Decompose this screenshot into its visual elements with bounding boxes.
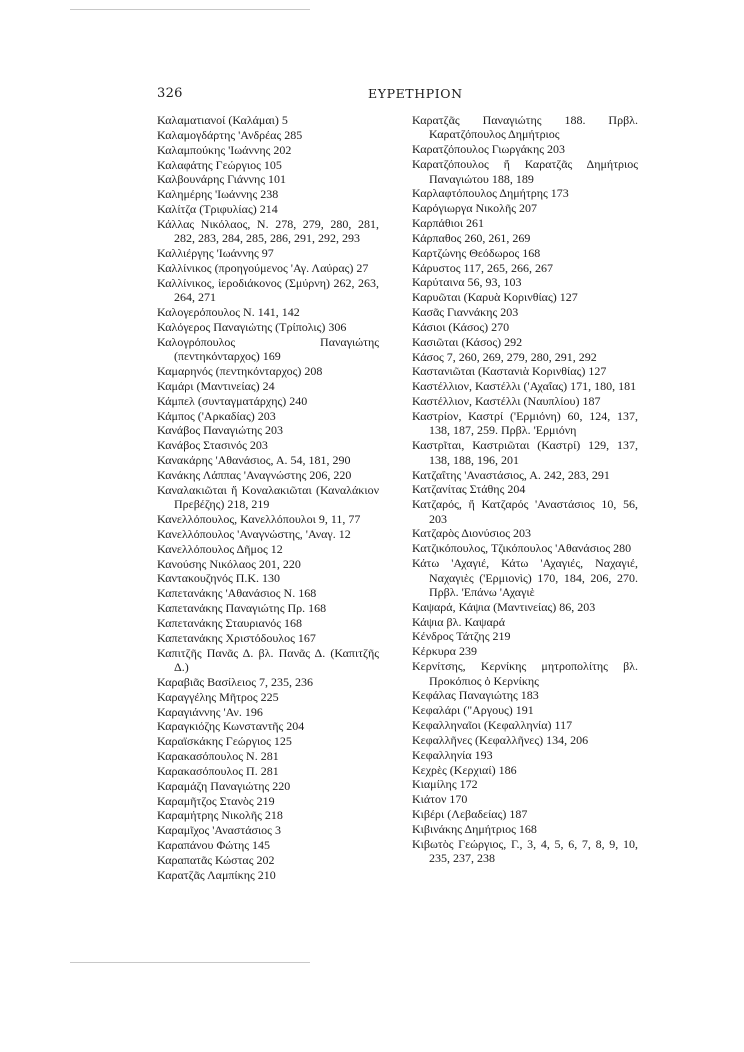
index-entry: Καρτζώνης Θεόδωρος 168 [412,245,541,260]
index-entry: Κάσος 7, 260, 269, 279, 280, 291, 292 [412,349,597,364]
index-entry: Κιβινάκης Δημήτριος 168 [412,822,537,836]
index-entry: Καρατζᾶς Παναγιώτης 188. Πρβλ. Καρατζόπουλος Δημήτριος [412,113,638,142]
index-entry: Κανούσης Νικόλαος 201, 220 [157,556,301,571]
index-entry: Κερνίτσης, Κερνίκης μητροπολίτης βλ. Προκόπιος ὁ Κερνίκης [412,659,638,688]
index-entry: Κάτω 'Αχαγιέ, Κάτω 'Αχαγιές, Ναχαγιέ, Ναχαγιὲς ('Ερμιονὶς) 170, 184, 206, 270. Πρβλ. 'Επάνω 'Αχαγιὲ [412,556,638,599]
scan-artifact-bottom [70,962,310,963]
index-entry: Καλαματιανοί (Καλάμαι) 5 [157,113,288,127]
index-entry: Καμάρι (Μαντινείας) 24 [157,378,275,393]
index-entry: Καλημέρης 'Ιωάννης 238 [157,187,279,202]
index-entry: Κατζικόπουλος, Τζικόπουλος 'Αθανάσιος 280 [412,541,632,556]
index-entry: Καπιτζῆς Πανᾶς Δ. βλ. Πανᾶς Δ. (Καπιτζῆς Δ.) [157,645,379,675]
index-entry: Κεχρὲς (Κερχιαί) 186 [412,762,517,777]
index-entry: Καρακασόπουλος Ν. 281 [157,749,279,764]
index-entry: Καραϊσκάκης Γεώργιος 125 [157,734,292,749]
index-entry: Κεφάλας Παναγιώτης 183 [412,688,539,703]
index-entry: Καραμῖχος 'Αναστάσιος 3 [157,823,281,838]
index-entry: Κιβέρι (Λεβαδείας) 187 [412,807,528,822]
index-entry: Κένδρος Τάτζης 219 [412,629,511,644]
index-entry: Καραπατᾶς Κώστας 202 [157,853,275,867]
index-entry: Καλαμογδάρτης 'Ανδρέας 285 [157,127,303,142]
index-entry: Κασᾶς Γιαννάκης 203 [412,305,519,320]
index-entry: Κανάβος Στασινός 203 [157,438,268,453]
index-entry: Καπετανάκης Χριστόδουλος 167 [157,630,316,645]
index-entry: Κανακάρης 'Αθανάσιος, Α. 54, 181, 290 [157,453,351,468]
index-entry: Καραβιᾶς Βασίλειος 7, 235, 236 [157,674,313,689]
index-entry: Κιάτον 170 [412,792,468,807]
index-entry: Κάψια βλ. Καψαρά [412,614,506,629]
index-entry: Κανελλόπουλος, Κανελλόπουλοι 9, 11, 77 [157,512,361,527]
index-entry: Κάρυστος 117, 265, 266, 267 [412,260,554,275]
index-entry: Κασιῶται (Κάσος) 292 [412,334,523,349]
index-entry: Κανελλόπουλος Δῆμος 12 [157,541,283,556]
index-column-left [157,113,379,883]
index-entry: Καστρῖται, Καστριῶται (Καστρί) 129, 137, 138, 188, 196, 201 [412,438,638,467]
index-entry: Καρατζόπουλος Γιωργάκης 203 [412,142,566,157]
index-entry: Κεφαλληνία 193 [412,747,493,762]
index-entry: Κατζαΐτης 'Αναστάσιος, Α. 242, 283, 291 [412,467,610,482]
index-entry: Κέρκυρα 239 [412,644,477,659]
index-entry: Καντακουζηνός Π.Κ. 130 [157,571,281,586]
index-entry: Καπετανάκης Παναγιώτης Πρ. 168 [157,601,327,616]
index-entry: Καλλίνικος, ἱεροδιάκονος (Σμύρνη) 262, 263, 264, 271 [157,275,379,305]
index-entry: Καλαφάτης Γεώργιος 105 [157,157,282,172]
index-entry: Κάλλας Νικόλαος, Ν. 278, 279, 280, 281, 282, 283, 284, 285, 286, 291, 292, 293 [157,216,379,246]
index-entry: Καραμάζη Παναγιώτης 220 [157,778,291,793]
scan-artifact-top [70,9,310,10]
index-entry: Καστέλλιον, Καστέλλι ('Αχαΐας) 171, 180, 181 [412,379,637,394]
index-entry: Κανάκης Λάππας 'Αναγνώστης 206, 220 [157,467,352,482]
index-entry: Καστανιῶται (Καστανιὰ Κορινθίας) 127 [412,364,607,379]
index-entry: Κάμπος ('Αρκαδίας) 203 [157,408,276,423]
index-entry: Καραγιάννης 'Αν. 196 [157,704,263,719]
index-entry: Καρακασόπουλος Π. 281 [157,763,279,778]
index-entry: Καραγκιόζης Κωνσταντῆς 204 [157,719,305,734]
index-entry: Καραμήτρης Νικολῆς 218 [157,808,283,823]
index-entry: Καψαρά, Κάψια (Μαντινείας) 86, 203 [412,599,596,614]
index-entry: Κάμπελ (συνταγματάρχης) 240 [157,393,308,408]
index-entry: Καλογερόπουλος Ν. 141, 142 [157,305,300,320]
index-entry: Καλλίνικος (προηγούμενος 'Αγ. Λαύρας) 27 [157,261,369,275]
page-number: 326 [157,86,183,101]
index-entry: Καρατζᾶς Λαμπίκης 210 [157,867,276,882]
index-entry: Καραγγέλης Μῆτρος 225 [157,689,279,704]
index-entry: Καρατζόπουλος ἤ Καρατζᾶς Δημήτριος Παναγιώτου 188, 189 [412,157,638,186]
index-entry: Καλλιέργης 'Ιωάννης 97 [157,246,274,261]
index-entry: Καστέλλιον, Καστέλλι (Ναυπλίου) 187 [412,394,601,409]
index-entry: Κανάβος Παναγιώτης 203 [157,423,284,438]
index-entry: Καρύταινα 56, 93, 103 [412,275,522,290]
index-entry: Κεφαλληναῖοι (Κεφαλληνία) 117 [412,718,573,733]
index-entry: Κάρπαθος 260, 261, 269 [412,230,531,245]
index-entry: Κανελλόπουλος 'Αναγνώστης, 'Αναγ. 12 [157,526,351,541]
index-entry: Καλαμπούκης 'Ιωάννης 202 [157,142,292,157]
index-entry: Κιαμίλης 172 [412,777,478,792]
index-entry: Καλογρόπουλος Παναγιώτης (πεντηκόνταρχος) 169 [157,334,379,364]
index-entry: Κατζανίτας Στάθης 204 [412,482,526,497]
index-entry: Καστρίον, Καστρί ('Ερμιόνη) 60, 124, 137, 138, 187, 259. Πρβλ. 'Ερμιόνη [412,409,638,438]
index-entry: Καραμῆτζος Στανὸς 219 [157,793,275,808]
index-entry: Καρπάθιοι 261 [412,216,485,231]
index-entry: Καρλαφτόπουλος Δημήτρης 173 [412,186,569,201]
index-entry: Καρυῶται (Καρυὰ Κορινθίας) 127 [412,290,578,305]
index-entry: Καρόγιωργα Νικολῆς 207 [412,201,538,216]
index-column-right [412,113,638,866]
index-entry: Κατζαρός, ἤ Κατζαρός 'Αναστάσιος 10, 56, 203 [412,497,638,526]
index-entry: Καλβουνάρης Γιάννης 101 [157,172,287,187]
index-entry: Κάσιοι (Κάσος) 270 [412,319,510,334]
index-entry: Κεφαλάρι ("Αργους) 191 [412,703,534,718]
index-entry: Καμαρηνός (πεντηκόνταρχος) 208 [157,364,323,379]
index-entry: Κιβωτὸς Γεώργιος, Γ., 3, 4, 5, 6, 7, 8, 9, 10, 235, 237, 238 [412,836,638,866]
index-entry: Καναλακιῶται ἤ Κοναλακιῶται (Καναλάκιον Πρεβέζης) 218, 219 [157,482,379,512]
index-entry: Καλόγερος Παναγιώτης (Τρίπολις) 306 [157,319,347,334]
index-entry: Καπετανάκης 'Αθανάσιος Ν. 168 [157,586,317,601]
running-head: ΕΥΡΕΤΗΡΙΟΝ [368,86,463,101]
index-entry: Κεφαλλῆνες (Κεφαλλῆνες) 134, 206 [412,732,589,747]
index-entry: Καπετανάκης Σταυριανός 168 [157,615,303,630]
index-entry: Καλίτζα (Τριφυλίας) 214 [157,202,278,217]
index-entry: Καραπάνου Φώτης 145 [157,838,271,853]
index-entry: Κατζαρὸς Διονύσιος 203 [412,526,531,541]
